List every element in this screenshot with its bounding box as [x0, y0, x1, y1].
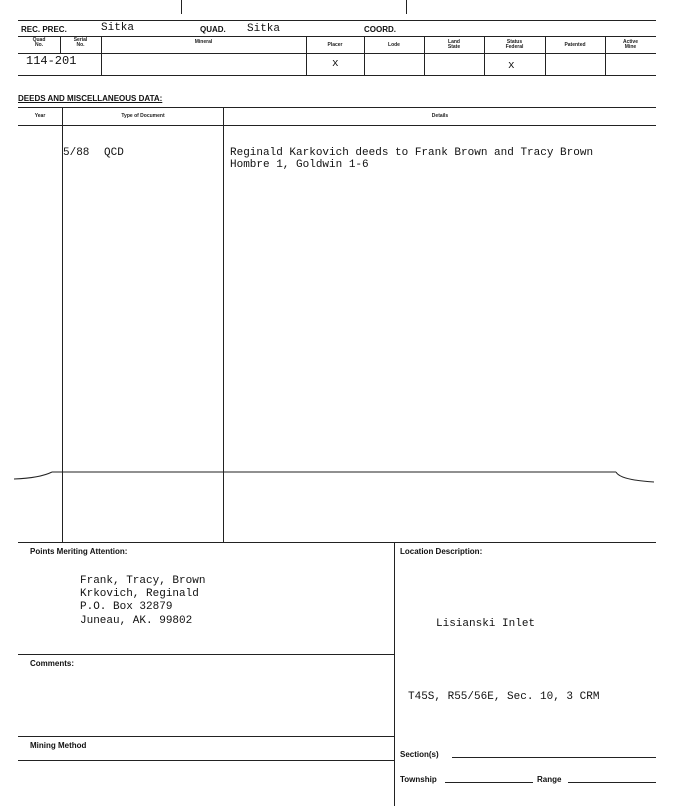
quad-label: QUAD. — [200, 25, 226, 34]
col-serial-no: Serial No. — [73, 37, 88, 48]
deed-type: QCD — [104, 147, 124, 159]
attention-line-4: Juneau, AK. 99802 — [80, 615, 193, 627]
deed-details-line-2: Hombre 1, Goldwin 1-6 — [230, 159, 369, 171]
coord-label: COORD. — [364, 25, 396, 34]
sections-blank — [452, 757, 656, 758]
mining-method-top-rule — [18, 736, 394, 737]
col-status-federal: Status Federal — [505, 39, 524, 50]
location-legal: T45S, R55/56E, Sec. 10, 3 CRM — [408, 691, 600, 703]
quad-serial-value: 114-201 — [26, 54, 77, 68]
rec-prec-label: REC. PREC. — [21, 25, 67, 34]
range-label: Range — [537, 775, 562, 784]
col-details: Details — [431, 113, 449, 119]
deeds-header-rule — [18, 125, 656, 126]
col-divider-placer — [306, 36, 307, 75]
range-blank — [568, 782, 656, 783]
table-top-rule — [18, 36, 656, 37]
table-bottom-rule — [18, 75, 656, 76]
attention-line-1: Frank, Tracy, Brown — [80, 575, 206, 587]
attention-line-3: P.O. Box 32879 — [80, 601, 173, 613]
quad-value: Sitka — [247, 23, 281, 35]
location-description-label: Location Description: — [400, 547, 483, 556]
deed-details-line-1: Reginald Karkovich deeds to Frank Brown and Tracy Brown — [230, 147, 594, 159]
col-quad-no: Quad No. — [32, 37, 46, 48]
comments-label: Comments: — [30, 659, 75, 668]
col-type-of-document: Type of Document — [121, 113, 165, 119]
table-header-rule — [18, 53, 656, 54]
location-place: Lisianski Inlet — [436, 618, 536, 630]
deeds-top-rule — [18, 107, 656, 108]
header-top-rule — [18, 20, 656, 21]
top-tick-left — [181, 0, 182, 14]
deed-year: 5/88 — [63, 147, 90, 159]
lower-top-rule — [18, 542, 656, 543]
col-divider-patented — [545, 36, 546, 75]
rec-prec-value: Sitka — [101, 22, 135, 34]
attention-line-2: Krkovich, Reginald — [80, 588, 199, 600]
top-tick-right — [406, 0, 407, 14]
points-meriting-attention-label: Points Meriting Attention: — [30, 547, 128, 556]
status-federal-mark: x — [508, 60, 515, 72]
col-mineral: Mineral — [194, 39, 213, 45]
col-divider-lode — [364, 36, 365, 75]
sections-label: Section(s) — [400, 750, 439, 759]
col-land-state: Land State — [447, 39, 461, 50]
township-label: Township — [400, 775, 437, 784]
deeds-section-title: DEEDS AND MISCELLANEOUS DATA: — [18, 94, 163, 103]
col-active-mine: Active Mine — [622, 39, 638, 50]
col-patented: Patented — [564, 42, 586, 48]
township-blank — [445, 782, 533, 783]
col-year: Year — [34, 113, 46, 119]
page-fold-line — [0, 462, 678, 492]
placer-mark: x — [332, 58, 339, 70]
col-placer: Placer — [327, 42, 343, 48]
comments-top-rule — [18, 654, 394, 655]
mining-method-bottom-rule — [18, 760, 394, 761]
col-lode: Lode — [388, 42, 400, 48]
lower-center-divider — [394, 542, 395, 806]
mining-method-label: Mining Method — [30, 741, 87, 750]
